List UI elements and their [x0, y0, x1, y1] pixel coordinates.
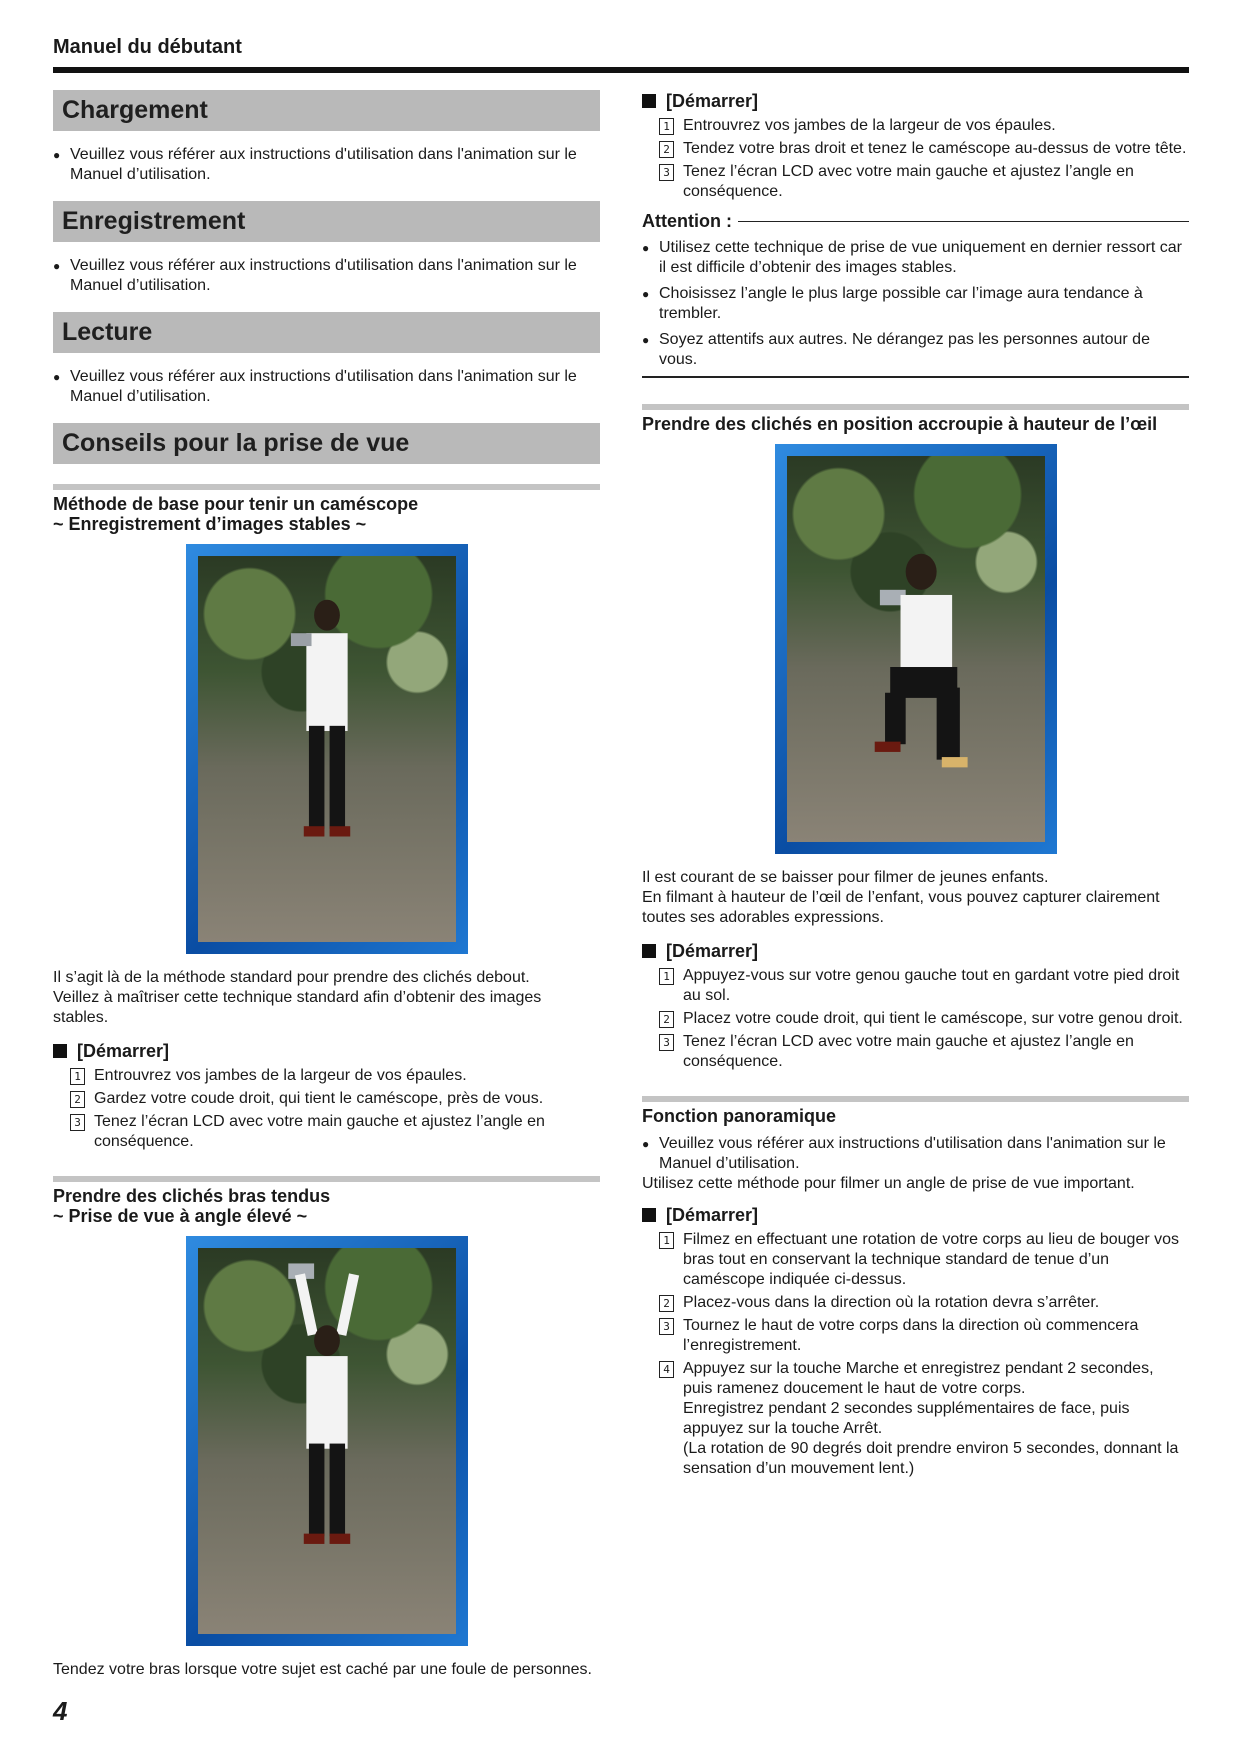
step-number: 2	[659, 1011, 674, 1028]
person-arms-raised-illustration	[198, 1248, 456, 1634]
paragraph-line: Il s’agit là de la méthode standard pour prendre des clichés debout.	[53, 969, 530, 986]
paragraph-line: stables.	[53, 1009, 109, 1026]
paragraph-line: Veillez à maîtriser cette technique standard afin d’obtenir des images	[53, 989, 542, 1006]
step-item	[642, 1293, 1189, 1313]
demarrer-label: [Démarrer]	[666, 941, 759, 961]
demarrer-heading	[53, 1040, 600, 1062]
step-number: 1	[659, 968, 674, 985]
step-text: (La rotation de 90 degrés doit prendre environ 5 secondes, donnant la	[683, 1440, 1179, 1457]
bullet-text: Manuel d’utilisation.	[70, 388, 211, 405]
caption-bras: Tendez votre bras lorsque votre sujet est caché par une foule de personnes.	[53, 1661, 592, 1678]
subhead-panoramique: Fonction panoramique	[642, 1096, 1189, 1126]
subhead-methode	[53, 484, 600, 534]
bullet-lecture	[53, 367, 600, 407]
step-item	[642, 1009, 1189, 1029]
step-item	[642, 116, 1189, 136]
paragraph-methode	[53, 968, 600, 1028]
step-text: Entrouvrez vos jambes de la largeur de vos épaules.	[683, 117, 1056, 134]
person-crouching-illustration	[787, 456, 1045, 842]
square-bullet-icon	[642, 94, 656, 108]
bullet-text: ● Veuillez vous référer aux instructions d'utilisation dans l'animation sur le	[70, 257, 577, 274]
paragraph-line: Il est courant de se baisser pour filmer de jeunes enfants.	[642, 869, 1049, 886]
step-item	[642, 1359, 1189, 1479]
step-number: 2	[659, 1295, 674, 1312]
demarrer-heading	[642, 940, 1189, 962]
step-item	[642, 1316, 1189, 1356]
header-rule	[53, 67, 1189, 73]
attention-heading	[642, 210, 1189, 232]
step-item	[642, 1230, 1189, 1290]
step-number: 3	[70, 1114, 85, 1131]
paragraph-line: toutes ses adorables expressions.	[642, 909, 884, 926]
step-text: Filmez en effectuant une rotation de votre corps au lieu de bouger vos	[683, 1231, 1180, 1248]
step-text: Tournez le haut de votre corps dans la direction où commencera	[683, 1317, 1139, 1334]
step-text: conséquence.	[683, 1053, 783, 1070]
step-number: 3	[659, 164, 674, 181]
step-text: Tenez l’écran LCD avec votre main gauche et ajustez l’angle en	[94, 1113, 545, 1130]
section-title-chargement: Chargement	[53, 90, 600, 131]
bullet-text: ● Utilisez cette technique de prise de vue uniquement en dernier ressort car	[659, 239, 1182, 256]
bullet-text: ● Soyez attentifs aux autres. Ne dérangez pas les personnes autour de	[659, 331, 1150, 348]
bullet-chargement	[53, 145, 600, 185]
bullet-text: Manuel d’utilisation.	[659, 1155, 800, 1172]
step-text: Enregistrez pendant 2 secondes supplémentaires de face, puis	[683, 1400, 1130, 1417]
bullet-text: Manuel d’utilisation.	[70, 166, 211, 183]
step-item	[642, 139, 1189, 159]
step-item	[642, 1032, 1189, 1072]
bullet-text: ● Veuillez vous référer aux instructions d'utilisation dans l'animation sur le	[659, 1135, 1166, 1152]
step-text: Entrouvrez vos jambes de la largeur de vos épaules.	[94, 1067, 467, 1084]
paragraph-accroupie	[642, 868, 1189, 928]
demarrer-heading	[642, 90, 1189, 112]
subhead-accroupie: Prendre des clichés en position accroupie à hauteur de l’œil	[642, 404, 1189, 434]
bullet-text: il est difficile d’obtenir des images stables.	[659, 259, 957, 276]
step-text: Tenez l’écran LCD avec votre main gauche et ajustez l’angle en	[683, 163, 1134, 180]
bullet-text: ● Veuillez vous référer aux instructions d'utilisation dans l'animation sur le	[70, 146, 577, 163]
step-text: au sol.	[683, 987, 731, 1004]
demarrer-label: [Démarrer]	[666, 1205, 759, 1225]
person-standing-illustration	[198, 556, 456, 942]
step-item	[642, 162, 1189, 202]
step-text: conséquence.	[94, 1133, 194, 1150]
step-text: Gardez votre coude droit, qui tient le caméscope, près de vous.	[94, 1090, 544, 1107]
step-number: 3	[659, 1318, 674, 1335]
subhead-line: Méthode de base pour tenir un caméscope	[53, 494, 419, 514]
section-title-lecture: Lecture	[53, 312, 600, 353]
step-number: 2	[659, 141, 674, 158]
step-text: bras tout en conservant la technique standard de tenue d’un	[683, 1251, 1110, 1268]
step-number: 2	[70, 1091, 85, 1108]
square-bullet-icon	[53, 1044, 67, 1058]
photo-crouching	[775, 444, 1057, 854]
step-item	[53, 1089, 600, 1109]
attention-bullet	[642, 284, 1189, 324]
step-item	[53, 1066, 600, 1086]
step-text: Appuyez sur la touche Marche et enregistrez pendant 2 secondes,	[683, 1360, 1154, 1377]
step-number: 3	[659, 1034, 674, 1051]
demarrer-label: [Démarrer]	[77, 1041, 170, 1061]
bullet-text: vous.	[659, 351, 698, 368]
bullet-text: ● Veuillez vous référer aux instructions d'utilisation dans l'animation sur le	[70, 368, 577, 385]
page-header-title: Manuel du débutant	[53, 36, 242, 58]
step-text: sensation d’un mouvement lent.)	[683, 1460, 915, 1477]
section-title-enregistrement: Enregistrement	[53, 201, 600, 242]
section-title-conseils: Conseils pour la prise de vue	[53, 423, 600, 464]
step-item	[642, 966, 1189, 1006]
square-bullet-icon	[642, 944, 656, 958]
attention-bullet	[642, 238, 1189, 278]
step-text: Placez votre coude droit, qui tient le caméscope, sur votre genou droit.	[683, 1010, 1183, 1027]
right-column	[642, 90, 1189, 1482]
subhead-line: ~ Enregistrement d’images stables ~	[53, 514, 367, 534]
step-text: Tendez votre bras droit et tenez le caméscope au-dessus de votre tête.	[683, 140, 1187, 157]
subhead-line: ~ Prise de vue à angle élevé ~	[53, 1206, 308, 1226]
demarrer-label: [Démarrer]	[666, 91, 759, 111]
step-text: Tenez l’écran LCD avec votre main gauche et ajustez l’angle en	[683, 1033, 1134, 1050]
step-number: 1	[70, 1068, 85, 1085]
attention-rule	[738, 221, 1189, 222]
step-item	[53, 1112, 600, 1152]
step-text: puis ramenez doucement le haut de votre corps.	[683, 1380, 1026, 1397]
left-column	[53, 90, 600, 1680]
photo-standing	[186, 544, 468, 954]
step-number: 1	[659, 1232, 674, 1249]
step-text: appuyez sur la touche Arrêt.	[683, 1420, 883, 1437]
page-number: 4	[53, 1696, 68, 1726]
paragraph-panoramique: Utilisez cette méthode pour filmer un angle de prise de vue important.	[642, 1175, 1135, 1192]
square-bullet-icon	[642, 1208, 656, 1222]
bullet-enregistrement	[53, 256, 600, 296]
step-number: 4	[659, 1361, 674, 1378]
bullet-panoramique	[642, 1134, 1189, 1174]
photo-arms-raised	[186, 1236, 468, 1646]
step-number: 1	[659, 118, 674, 135]
bullet-text: ● Choisissez l’angle le plus large possible car l’image aura tendance à	[659, 285, 1143, 302]
bullet-text: Manuel d’utilisation.	[70, 277, 211, 294]
step-text: l’enregistrement.	[683, 1337, 802, 1354]
step-text: conséquence.	[683, 183, 783, 200]
step-text: caméscope indiquée ci-dessus.	[683, 1271, 907, 1288]
subhead-bras	[53, 1176, 600, 1226]
attention-bullet	[642, 330, 1189, 370]
attention-title: Attention :	[642, 211, 732, 231]
bullet-text: trembler.	[659, 305, 722, 322]
step-text: Appuyez-vous sur votre genou gauche tout en gardant votre pied droit	[683, 967, 1180, 984]
attention-end-rule	[642, 376, 1189, 378]
paragraph-line: En filmant à hauteur de l’œil de l’enfant, vous pouvez capturer clairement	[642, 889, 1160, 906]
demarrer-heading	[642, 1204, 1189, 1226]
subhead-line: Prendre des clichés bras tendus	[53, 1186, 331, 1206]
step-text: Placez-vous dans la direction où la rotation devra s’arrêter.	[683, 1294, 1100, 1311]
